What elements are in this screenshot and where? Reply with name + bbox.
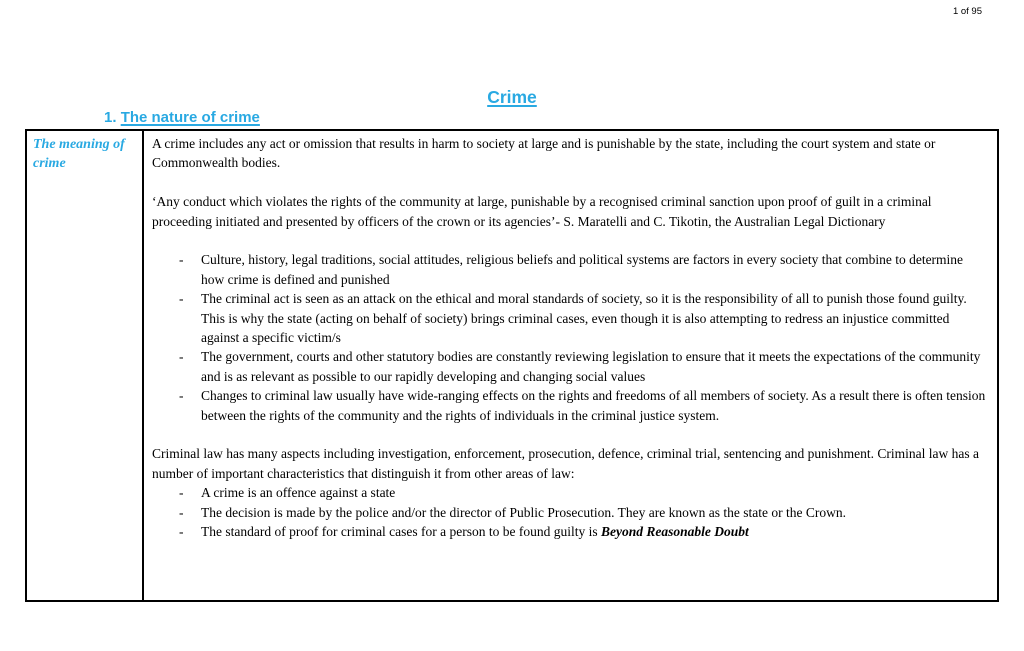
dash-bullet: - <box>179 291 184 307</box>
bullet-text: The government, courts and other statutory bodies are constantly reviewing legislation to ensure that it meets the expectations of the community and is as relevant as possible to our rapidly developing and changing social values <box>201 349 981 384</box>
bullet-text: The standard of proof for criminal cases for a person to be found guilty is Beyond Reasonable Doubt <box>201 524 749 540</box>
dash-bullet: - <box>179 349 184 365</box>
document-title <box>0 87 1024 108</box>
bullet-list <box>152 483 987 541</box>
row-label: The meaning of crime <box>27 131 144 600</box>
bullet-text: Changes to criminal law usually have wide-ranging effects on the rights and freedoms of all members of society. As a result there is often tension between the rights of the community and the rights of individuals in the criminal justice system. <box>201 388 986 423</box>
paragraph: Criminal law has many aspects including investigation, enforcement, prosecution, defence, criminal trial, sentencing and punishment. Criminal law has a number of important characteristics that distinguish it from other areas of law: <box>152 446 980 481</box>
notes-table <box>25 129 999 602</box>
bullet-item <box>152 483 987 502</box>
table-row <box>27 131 997 600</box>
bullet-item <box>152 503 987 522</box>
dash-bullet: - <box>179 252 184 268</box>
emphasis-text: Beyond Reasonable Doubt <box>601 524 749 540</box>
section-heading-text: The nature of crime <box>120 109 260 126</box>
paragraph: A crime includes any act or omission that results in harm to society at large and is punishable by the state, including the court system and state or Commonwealth bodies. <box>152 136 936 171</box>
document-title-text: Crime <box>487 87 537 107</box>
bullet-item <box>152 386 987 425</box>
bullet-item <box>152 289 987 347</box>
bullet-item <box>152 522 987 541</box>
bullet-text: Culture, history, legal traditions, social attitudes, religious beliefs and political systems are factors in every society that combine to determine how crime is defined and punished <box>201 252 964 287</box>
paragraph: ‘Any conduct which violates the rights of the community at large, punishable by a recognised criminal sanction upon proof of guilt in a criminal proceeding initiated and presented by officers of the crown or its agencies’- S. Maratelli and C. Tikotin, the Australian Legal Dictionary <box>152 194 932 229</box>
blank-line <box>152 425 987 444</box>
bullet-list <box>152 250 987 425</box>
bullet-item <box>152 347 987 386</box>
dash-bullet: - <box>179 485 184 501</box>
dash-bullet: - <box>179 388 184 404</box>
bullet-text: The criminal act is seen as an attack on the ethical and moral standards of society, so it is the responsibility of all to punish those found guilty. This is why the state (acting on behalf of society) brings criminal cases, even though it is also attempting to redress an injustice committed against a specific victim/s <box>201 291 967 346</box>
row-content <box>144 131 997 600</box>
dash-bullet: - <box>179 504 184 520</box>
dash-bullet: - <box>179 524 184 540</box>
section-heading <box>104 109 260 126</box>
blank-line <box>152 173 987 192</box>
page-number-indicator: 1 of 95 <box>952 6 982 17</box>
blank-line <box>152 231 987 250</box>
bullet-item <box>152 250 987 289</box>
section-heading-number: 1. <box>104 109 117 126</box>
bullet-text: A crime is an offence against a state <box>201 485 396 501</box>
bullet-text: The decision is made by the police and/or the director of Public Prosecution. They are known as the state or the Crown. <box>201 504 846 520</box>
